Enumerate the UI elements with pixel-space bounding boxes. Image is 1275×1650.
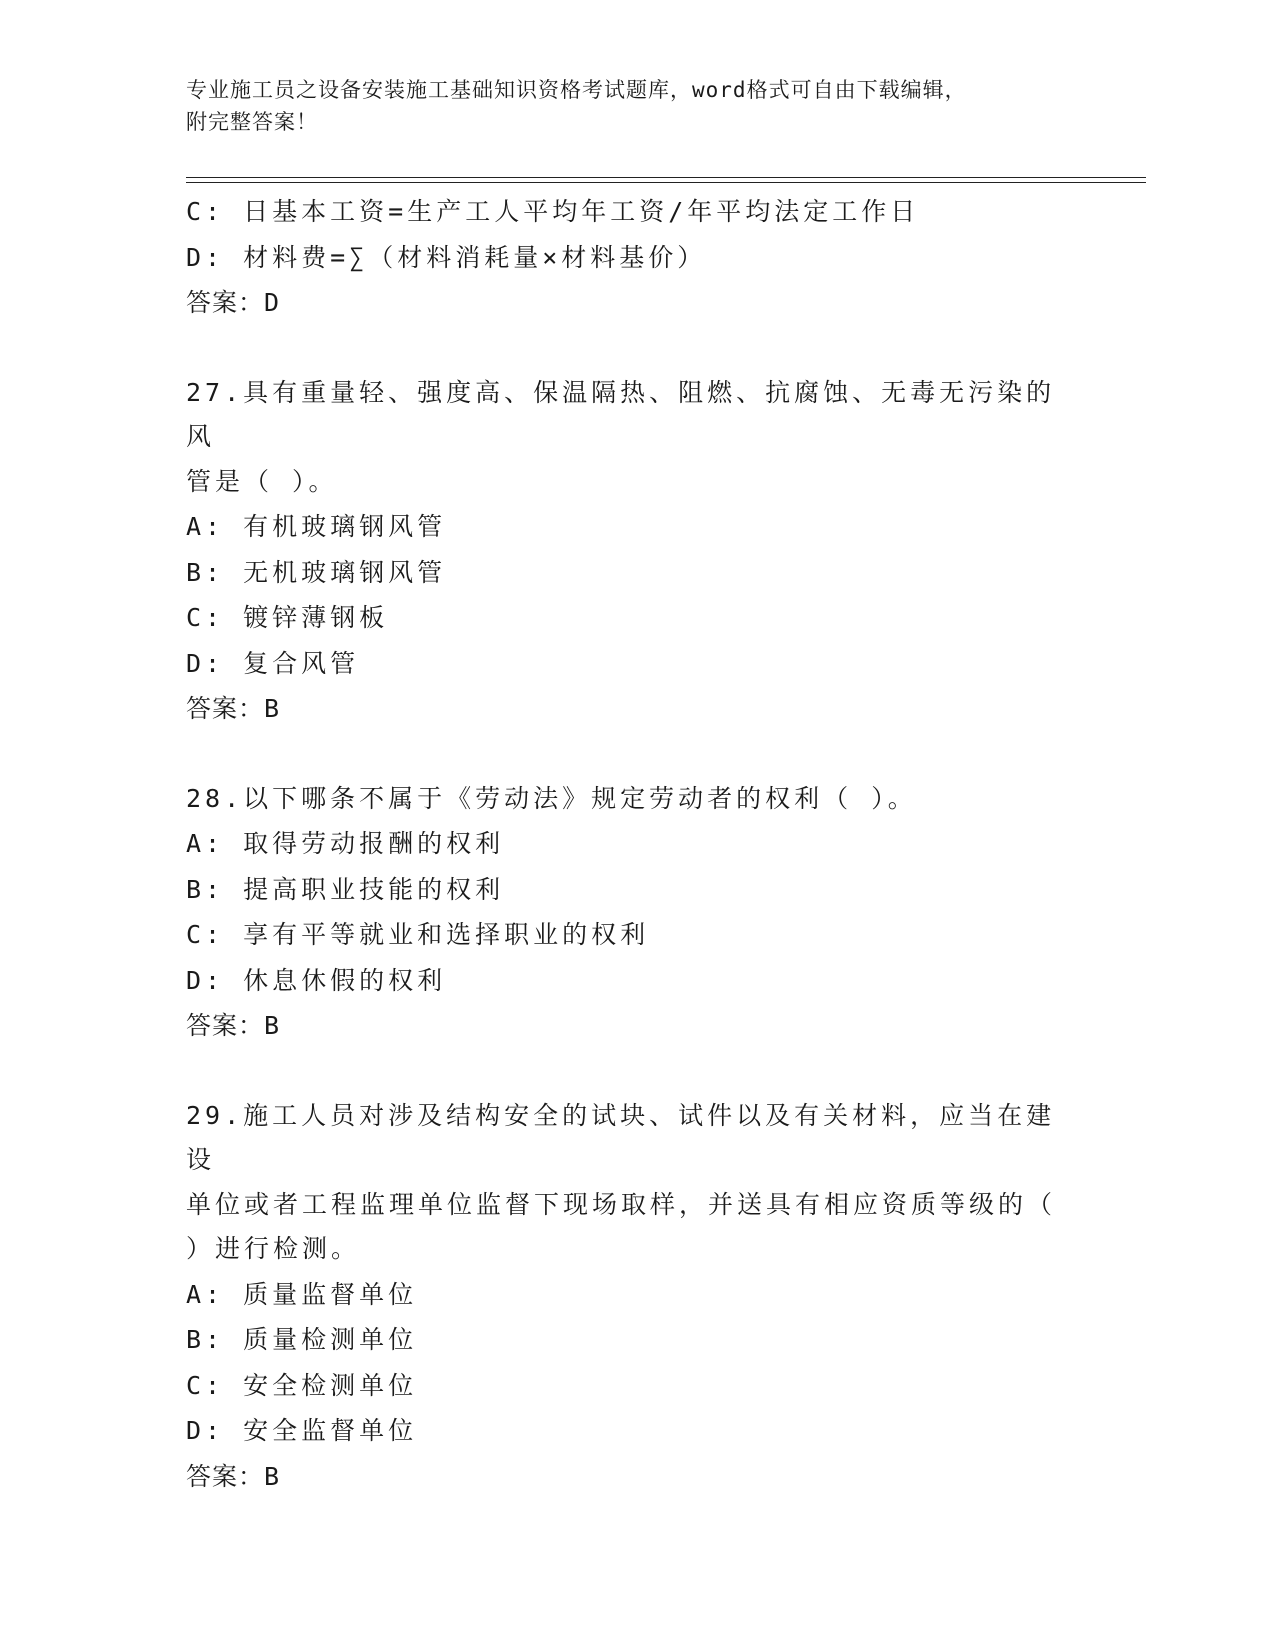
answer-line: 答案：D	[186, 288, 281, 317]
header-line-1: 专业施工员之设备安装施工基础知识资格考试题库，word格式可自由下载编辑，	[186, 78, 967, 102]
question-stem-line: 29.施工人员对涉及结构安全的试块、试件以及有关材料，应当在建设	[186, 1100, 1056, 1174]
answer-line: 答案：B	[186, 1011, 281, 1040]
option-b: B: 提高职业技能的权利	[186, 874, 505, 904]
question-stem-line: 27.具有重量轻、强度高、保温隔热、阻燃、抗腐蚀、无毒无污染的风	[186, 377, 1056, 451]
option-c: C: 镀锌薄钢板	[186, 603, 389, 632]
question-list	[186, 189, 1066, 1499]
option-a: A: 质量监督单位	[186, 1279, 418, 1309]
question-stem-line: 单位或者工程监理单位监督下现场取样，并送具有相应资质等级的（	[186, 1189, 1057, 1219]
option-d: D: 复合风管	[186, 648, 360, 678]
question-stem-line: ）进行检测。	[186, 1234, 361, 1263]
header-rule-top	[186, 177, 1146, 178]
answer-line: 答案：B	[186, 694, 281, 723]
option-a: A: 取得劳动报酬的权利	[186, 829, 505, 858]
option-c: C: 日基本工资=生产工人平均年工资/年平均法定工作日	[186, 197, 920, 226]
header-rule-bottom	[186, 182, 1146, 183]
document-header	[186, 74, 1066, 138]
option-d: D: 安全监督单位	[186, 1416, 418, 1445]
spacer	[186, 1049, 1066, 1094]
option-d: D: 材料费=∑（材料消耗量×材料基价）	[186, 242, 707, 272]
option-d: D: 休息休假的权利	[186, 965, 447, 995]
question-28	[186, 777, 1066, 1049]
option-b: B: 质量检测单位	[186, 1325, 418, 1354]
option-a: A: 有机玻璃钢风管	[186, 512, 447, 541]
answer-line: 答案：B	[186, 1461, 281, 1491]
header-line-2: 附完整答案！	[186, 110, 318, 134]
question-29	[186, 1094, 1066, 1500]
question-stem-line: 管是（ ）。	[186, 466, 338, 496]
spacer	[186, 326, 1066, 371]
option-c: C: 安全检测单位	[186, 1370, 418, 1400]
spacer	[186, 732, 1066, 777]
option-b: B: 无机玻璃钢风管	[186, 557, 447, 587]
question-26-continuation	[186, 189, 1066, 326]
option-c: C: 享有平等就业和选择职业的权利	[186, 920, 650, 949]
question-stem-line: 28.以下哪条不属于《劳动法》规定劳动者的权利（ ）。	[186, 783, 917, 813]
question-27	[186, 371, 1066, 732]
